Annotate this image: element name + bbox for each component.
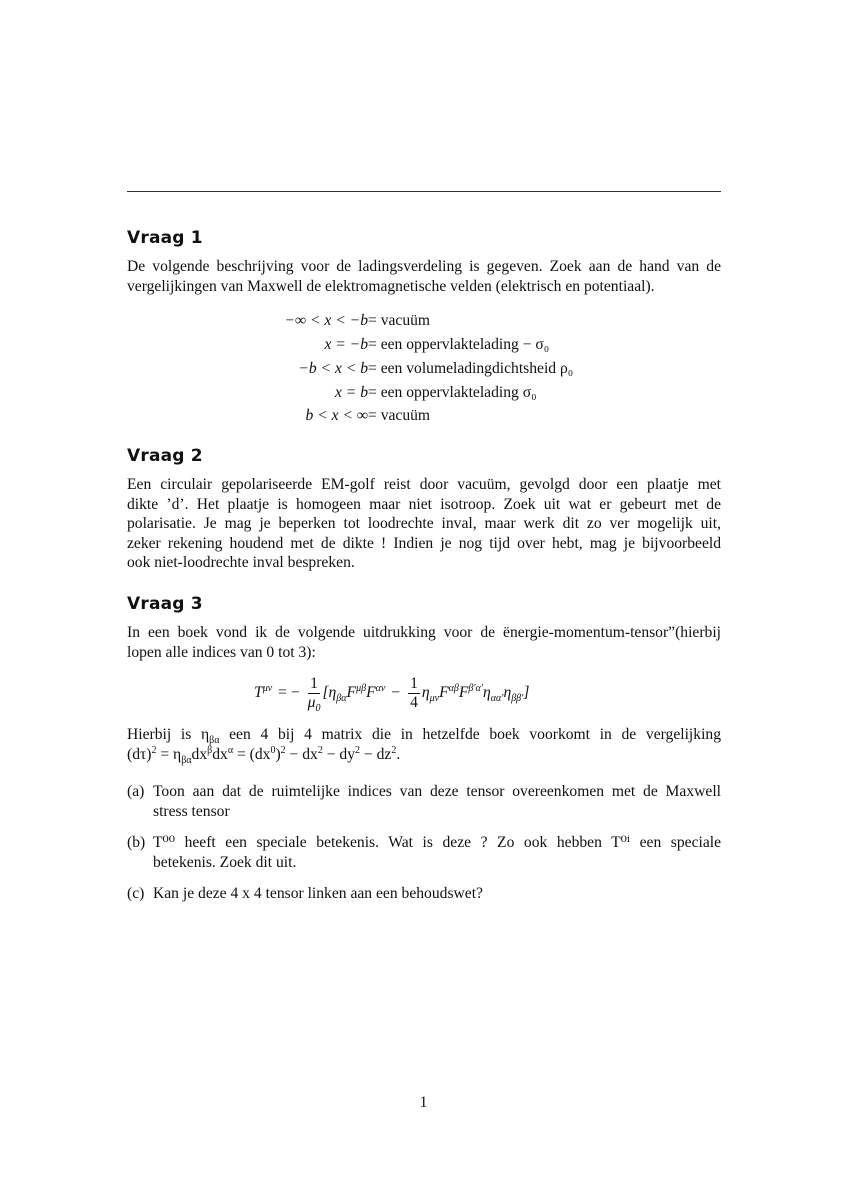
case-lhs: x = −b [324, 336, 368, 353]
question-2-text [127, 475, 721, 573]
question-1-text [127, 257, 721, 296]
page-number: 1 [419, 1094, 428, 1111]
text-line: vergelijkingen van Maxwell de elektromagnetische velden (elektrisch en potentiaal). [127, 277, 655, 295]
text-line: zeker rekening houdend met de dikte ! Indien je nog tijd over hebt, mag je bijvoorbeeld [127, 534, 721, 552]
subquestion-a [127, 782, 721, 822]
text-line: Hierbij is $\eta_{\beta\alpha}$ een 4 bij 4 matrix die in hetzelfde boek voorkomt in de vergelijking [127, 726, 721, 747]
text-line: T⁰⁰ heeft een speciale betekenis. Wat is deze ? Zo ook hebben T⁰ⁱ een speciale [153, 834, 721, 851]
case-rhs: = een oppervlaktelading σ₀ [368, 384, 537, 401]
case-row [250, 311, 700, 331]
text-line: Kan je deze 4 x 4 tensor linken aan een behoudswet? [153, 885, 483, 902]
text-line: dikte ’d’. Het plaatje is homogeen maar niet isotroop. Zoek uit wat er gebeurt met de [127, 495, 721, 513]
case-row [250, 335, 700, 355]
case-rhs: = vacuüm [368, 407, 431, 424]
header-rule [127, 191, 721, 192]
item-label: (b) [127, 834, 146, 851]
case-lhs: −b < x < b [298, 360, 368, 377]
text-line: In een boek vond ik de volgende uitdrukking voor de ënergie-momentum-tensor”(hierbij [127, 624, 721, 641]
subquestion-c [127, 884, 721, 904]
case-row [250, 359, 700, 379]
item-label: (c) [127, 885, 145, 902]
question-3-heading: Vraag 3 [127, 594, 203, 614]
text-line: De volgende beschrijving voor de ladingsverdeling is gegeven. Zoek aan de hand van de [127, 258, 721, 275]
question-1-heading: Vraag 1 [127, 228, 203, 248]
question-2-heading: Vraag 2 [127, 446, 203, 466]
case-row [250, 406, 700, 426]
case-rhs: = een volumeladingdichtsheid ρ₀ [368, 360, 574, 377]
text-line: ook niet-loodrechte inval bespreken. [127, 554, 355, 572]
case-lhs: b < x < ∞ [305, 407, 368, 424]
text-line: Een circulair gepolariseerde EM-golf reist door vacuüm, gevolgd door een plaatje met [127, 476, 721, 493]
question-3-text [127, 623, 721, 662]
case-lhs: x = b [334, 384, 368, 401]
subquestion-b [127, 833, 721, 873]
text-line: polarisatie. Je mag je beperken tot loodrechte inval, maar werk dit zo ver mogelijk uit, [127, 515, 721, 533]
text-line: Toon aan dat de ruimtelijke indices van deze tensor overeenkomen met de Maxwell [153, 783, 721, 800]
case-row [250, 383, 700, 403]
text-line: stress tensor [153, 802, 230, 820]
text-line: $(d\tau)^2 = \eta_{\beta\alpha}dx^\beta dx^\alpha = (dx^0)^2 - dx^2 - dy^2 - dz^2$. [127, 744, 401, 766]
item-label: (a) [127, 783, 145, 800]
case-rhs: = een oppervlaktelading − σ₀ [368, 336, 550, 353]
question-3-metric-text [127, 725, 721, 764]
case-lhs: −∞ < x < −b [284, 312, 368, 329]
case-rhs: = vacuüm [368, 312, 431, 329]
energy-momentum-tensor-equation: $T^{\mu\nu}$ = − $\frac{1}{\mu_0}$ [$\eta_{\beta\alpha}F^{\mu\beta}F^{\alpha\nu}$ − $\frac{1}{4}$ $\eta_{\mu\nu}F^{\alpha\beta}F^{\beta'\alpha'}\eta_{\alpha\alpha'}\eta_{\beta\beta'}$] [254, 674, 530, 714]
text-line: betekenis. Zoek dit uit. [153, 853, 297, 871]
text-line: lopen alle indices van 0 tot 3): [127, 643, 316, 661]
